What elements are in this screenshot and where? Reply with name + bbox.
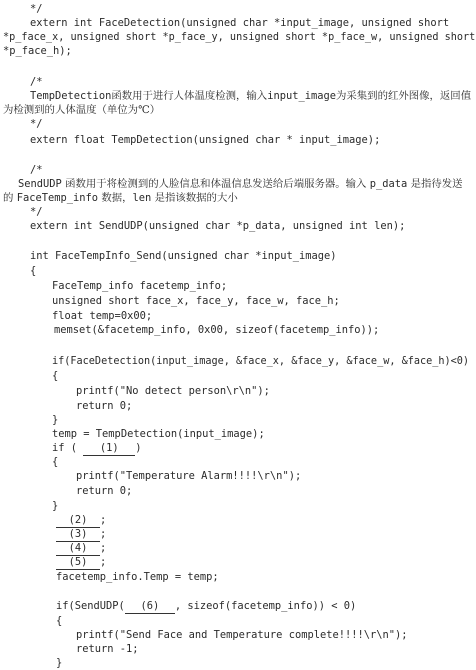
blank-line (56, 528, 106, 542)
comment-text: 是指该数据的大小 (151, 192, 238, 204)
blank-line (56, 514, 106, 528)
blank-6[interactable]: (6) (125, 600, 175, 614)
comment-line: */ (30, 206, 43, 218)
comment-code: TempDetection (30, 90, 112, 102)
code-token: if(SendUDP( (56, 600, 125, 612)
comment-code: SendUDP (18, 178, 62, 190)
code-line: printf("No detect person\r\n"); (76, 385, 270, 397)
comment-line (3, 192, 238, 205)
comment-code: input_image (267, 90, 337, 102)
comment-line: 为检测到的人体温度（单位为℃） (3, 104, 161, 116)
code-token: ; (100, 514, 107, 526)
code-line: return 0; (76, 400, 133, 412)
code-line: { (52, 370, 59, 382)
code-line: *p_face_x, unsigned short *p_face_y, unsigned short *p_face_w, unsigned short (3, 32, 476, 43)
code-token: ; (100, 528, 107, 540)
code-token: ; (100, 542, 107, 554)
comment-text: 函数用于将检测到的人脸信息和体温信息发送给后端服务器。输入 (61, 178, 370, 190)
code-line (52, 442, 142, 456)
code-token: ) (135, 442, 142, 454)
comment-text: 为采集到的红外图像，返回值 (336, 90, 472, 102)
comment-code: len (132, 192, 152, 204)
comment-code: p_data (369, 178, 408, 190)
code-line: printf("Temperature Alarm!!!!\r\n"); (76, 470, 302, 482)
function-signature: int FaceTempInfo_Send(unsigned char *input_image) (30, 250, 337, 262)
code-line: } (52, 414, 59, 426)
comment-line (18, 178, 463, 191)
blank-5[interactable]: (5) (56, 556, 100, 570)
code-line: { (30, 265, 37, 277)
comment-line: /* (30, 164, 43, 176)
code-line: } (52, 500, 59, 512)
blank-2[interactable]: (2) (56, 514, 100, 528)
blank-4[interactable]: (4) (56, 542, 100, 556)
blank-line (56, 542, 106, 556)
code-line: extern int FaceDetection(unsigned char *input_image, unsigned short (30, 17, 450, 29)
comment-line: */ (30, 118, 43, 130)
code-line: { (56, 615, 63, 627)
code-line: extern int SendUDP(unsigned char *p_data, unsigned int len); (30, 220, 406, 232)
code-token: , sizeof(facetemp_info)) < 0) (174, 600, 357, 612)
code-line: float temp=0x00; (52, 310, 153, 322)
blank-line (56, 556, 106, 570)
comment-line (30, 90, 471, 103)
code-line: printf("Send Face and Temperature complete!!!!\r\n"); (76, 629, 408, 641)
comment-text: 函数用于进行人体温度检测，输入 (111, 90, 268, 102)
code-line: */ (30, 3, 43, 15)
comment-code: FaceTemp_info (16, 192, 99, 204)
code-line (56, 600, 356, 614)
comment-text: 的 (3, 192, 17, 204)
code-line: *p_face_h); (3, 45, 72, 57)
code-line: extern float TempDetection(unsigned char * input_image); (30, 134, 381, 146)
code-line: { (52, 456, 59, 468)
blank-1[interactable]: (1) (83, 442, 135, 456)
code-line: facetemp_info.Temp = temp; (56, 571, 219, 583)
blank-3[interactable]: (3) (56, 528, 100, 542)
code-line: temp = TempDetection(input_image); (52, 428, 265, 440)
code-line: FaceTemp_info facetemp_info; (52, 280, 228, 292)
code-token: ; (100, 556, 107, 568)
code-token: if ( (52, 442, 78, 454)
code-line: return 0; (76, 485, 133, 497)
comment-text: 是指待发送 (407, 178, 463, 190)
code-line: memset(&facetemp_info, 0x00, sizeof(facetemp_info)); (54, 324, 380, 336)
comment-text: 数据， (98, 192, 133, 204)
comment-line: /* (30, 76, 43, 88)
code-line: } (56, 657, 63, 669)
code-line: return -1; (76, 643, 139, 655)
code-line: unsigned short face_x, face_y, face_w, face_h; (52, 295, 340, 307)
code-line: if(FaceDetection(input_image, &face_x, &face_y, &face_w, &face_h)<0) (52, 356, 470, 367)
